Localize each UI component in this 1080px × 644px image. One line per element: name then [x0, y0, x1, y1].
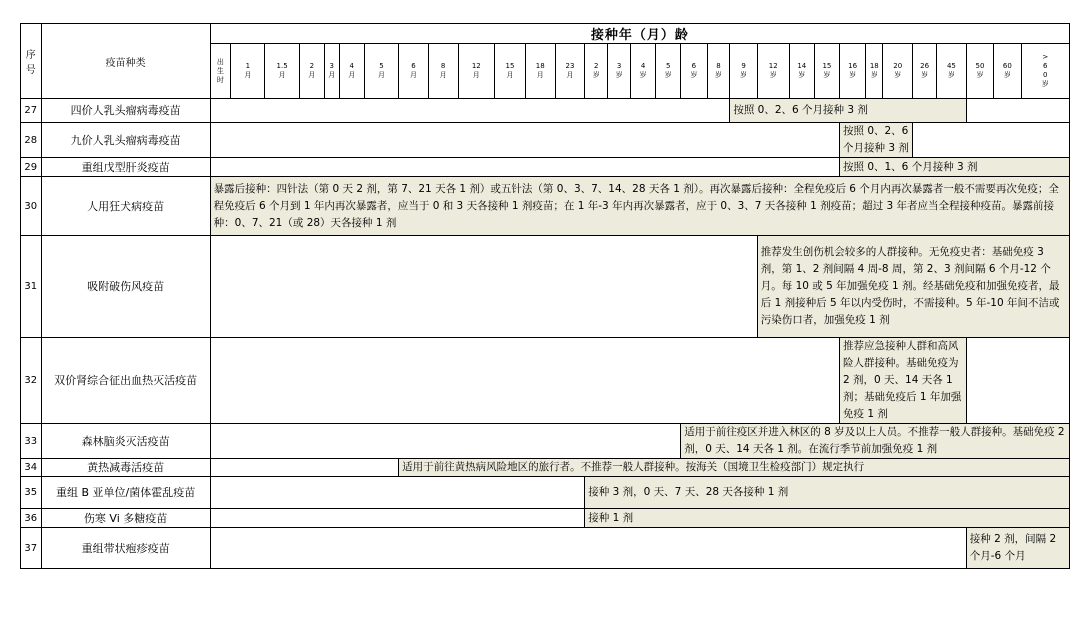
vaccine-rows — [21, 99, 1070, 569]
row-number: 36 — [21, 509, 42, 528]
vaccine-row — [21, 158, 1070, 177]
age-header-cell: 出 生 时 — [210, 44, 231, 99]
vaccine-name: 吸附破伤风疫苗 — [41, 236, 210, 338]
empty-age-span — [966, 99, 1069, 123]
age-header-cell: 18 岁 — [866, 44, 883, 99]
vaccine-row — [21, 177, 1070, 236]
age-header-cell: 12 月 — [458, 44, 495, 99]
empty-age-span — [210, 338, 839, 424]
age-header-cell: 15 岁 — [814, 44, 839, 99]
age-header-cell: 12 岁 — [757, 44, 789, 99]
age-header-cell: 5 月 — [364, 44, 398, 99]
vaccine-name: 黄热减毒活疫苗 — [41, 459, 210, 477]
empty-age-span — [210, 123, 839, 158]
empty-age-span — [210, 477, 585, 509]
schedule-note: 暴露后接种：四针法（第 0 天 2 剂，第 7、21 天各 1 剂）或五针法（第 0、3、7、14、28 天各 1 剂）。再次暴露后接种：全程免疫后 6 个月内再次暴露者一般不需要再次免疫；全程免疫后 6 个月到 1 年内再次暴露者，应当于 0 和 3 天各接种 1 剂疫苗；在 1 年-3 年内再次暴露者，应于 0、3、7 天各接种 1 剂疫苗；超过 3 年者应当全程接种疫苗。暴露前接种：0、7、21（或 28）天各接种 1 剂 — [210, 177, 1069, 236]
row-number: 28 — [21, 123, 42, 158]
row-number: 35 — [21, 477, 42, 509]
schedule-note: 接种 3 剂，0 天、7 天、28 天各接种 1 剂 — [585, 477, 1070, 509]
age-header-cell: 23 月 — [555, 44, 585, 99]
schedule-note: 推荐发生创伤机会较多的人群接种。无免疫史者：基础免疫 3 剂，第 1、2 剂间隔 4 周-8 周，第 2、3 剂间隔 6 个月-12 个月。每 10 或 5 年加强免疫 1 剂。经基础免疫和加强免疫者，最后 1 剂接种后 5 年以内受伤时，不需接种。5 年-10 年间不洁或污染伤口者，加强免疫 1 剂 — [757, 236, 1069, 338]
schedule-note: 适用于前往疫区并进入林区的 8 岁及以上人员。不推荐一般人群接种。基础免疫 2 剂，0 天、14 天各 1 剂。在流行季节前加强免疫 1 剂 — [681, 424, 1070, 459]
age-header-cell: 3 月 — [324, 44, 339, 99]
age-header-cell: 6 月 — [399, 44, 429, 99]
empty-age-span — [966, 338, 1069, 424]
row-number: 37 — [21, 528, 42, 569]
age-header-cell: 1 月 — [231, 44, 265, 99]
age-header-cell: 14 岁 — [789, 44, 814, 99]
vaccine-row — [21, 236, 1070, 338]
empty-age-span — [210, 528, 966, 569]
age-header-cell: 8 岁 — [707, 44, 730, 99]
age-header-cell: 3 岁 — [608, 44, 631, 99]
empty-age-span — [210, 158, 839, 177]
age-header-cell: 16 岁 — [839, 44, 865, 99]
age-header-cell: 6 岁 — [681, 44, 707, 99]
age-group-header: 接种年（月）龄 — [210, 24, 1069, 44]
seq-header: 序号 — [21, 24, 42, 99]
row-number: 32 — [21, 338, 42, 424]
vaccine-row — [21, 528, 1070, 569]
vaccine-name: 森林脑炎灭活疫苗 — [41, 424, 210, 459]
empty-age-span — [210, 424, 681, 459]
empty-age-span — [210, 509, 585, 528]
empty-age-span — [210, 99, 730, 123]
schedule-note: 适用于前往黄热病风险地区的旅行者。不推荐一般人群接种。按海关（国境卫生检疫部门）规定执行 — [399, 459, 1070, 477]
vaccine-name: 四价人乳头瘤病毒疫苗 — [41, 99, 210, 123]
schedule-note: 按照 0、1、6 个月接种 3 剂 — [839, 158, 1069, 177]
age-header-cell: 60 岁 — [994, 44, 1021, 99]
vaccine-name: 重组带状疱疹疫苗 — [41, 528, 210, 569]
age-header-cell: 2 岁 — [585, 44, 608, 99]
age-header-cell: 8 月 — [428, 44, 458, 99]
row-number: 27 — [21, 99, 42, 123]
vaccine-row — [21, 509, 1070, 528]
row-number: 31 — [21, 236, 42, 338]
vaccine-name: 重组戊型肝炎疫苗 — [41, 158, 210, 177]
row-number: 34 — [21, 459, 42, 477]
vaccine-row — [21, 477, 1070, 509]
age-header-cell: 5 岁 — [656, 44, 681, 99]
schedule-note: 按照 0、2、6 个月接种 3 剂 — [839, 123, 912, 158]
empty-age-span — [913, 123, 1070, 158]
vaccine-type-header: 疫苗种类 — [41, 24, 210, 99]
vaccine-name: 人用狂犬病疫苗 — [41, 177, 210, 236]
schedule-note: 按照 0、2、6 个月接种 3 剂 — [730, 99, 966, 123]
row-number: 30 — [21, 177, 42, 236]
age-header-cell: > 6 0 岁 — [1021, 44, 1069, 99]
vaccine-row — [21, 424, 1070, 459]
age-header-cell: 1.5 月 — [265, 44, 299, 99]
age-header-cell: 2 月 — [299, 44, 324, 99]
age-header-cell: 4 月 — [339, 44, 364, 99]
age-header-cell: 50 岁 — [966, 44, 993, 99]
age-header-cell: 9 岁 — [730, 44, 757, 99]
age-header-cell: 45 岁 — [937, 44, 967, 99]
schedule-note: 接种 2 剂，间隔 2 个月-6 个月 — [966, 528, 1069, 569]
vaccine-row — [21, 459, 1070, 477]
schedule-note: 接种 1 剂 — [585, 509, 1070, 528]
age-header-cell: 20 岁 — [883, 44, 913, 99]
age-header-cell: 15 月 — [495, 44, 526, 99]
vaccine-row — [21, 338, 1070, 424]
vaccine-name: 双价肾综合征出血热灭活疫苗 — [41, 338, 210, 424]
row-number: 29 — [21, 158, 42, 177]
row-number: 33 — [21, 424, 42, 459]
vaccine-name: 重组 B 亚单位/菌体霍乱疫苗 — [41, 477, 210, 509]
age-header-cell: 18 月 — [525, 44, 555, 99]
age-header-cell: 4 岁 — [630, 44, 655, 99]
empty-age-span — [210, 459, 398, 477]
vaccine-row — [21, 123, 1070, 158]
vaccine-name: 伤寒 Vi 多糖疫苗 — [41, 509, 210, 528]
empty-age-span — [210, 236, 757, 338]
vaccine-row — [21, 99, 1070, 123]
vaccine-name: 九价人乳头瘤病毒疫苗 — [41, 123, 210, 158]
schedule-note: 推荐应急接种人群和高风险人群接种。基础免疫为 2 剂，0 天、14 天各 1 剂；基础免疫后 1 年加强免疫 1 剂 — [839, 338, 966, 424]
vaccine-schedule-table — [20, 23, 1070, 569]
age-header-cell: 26 岁 — [913, 44, 937, 99]
